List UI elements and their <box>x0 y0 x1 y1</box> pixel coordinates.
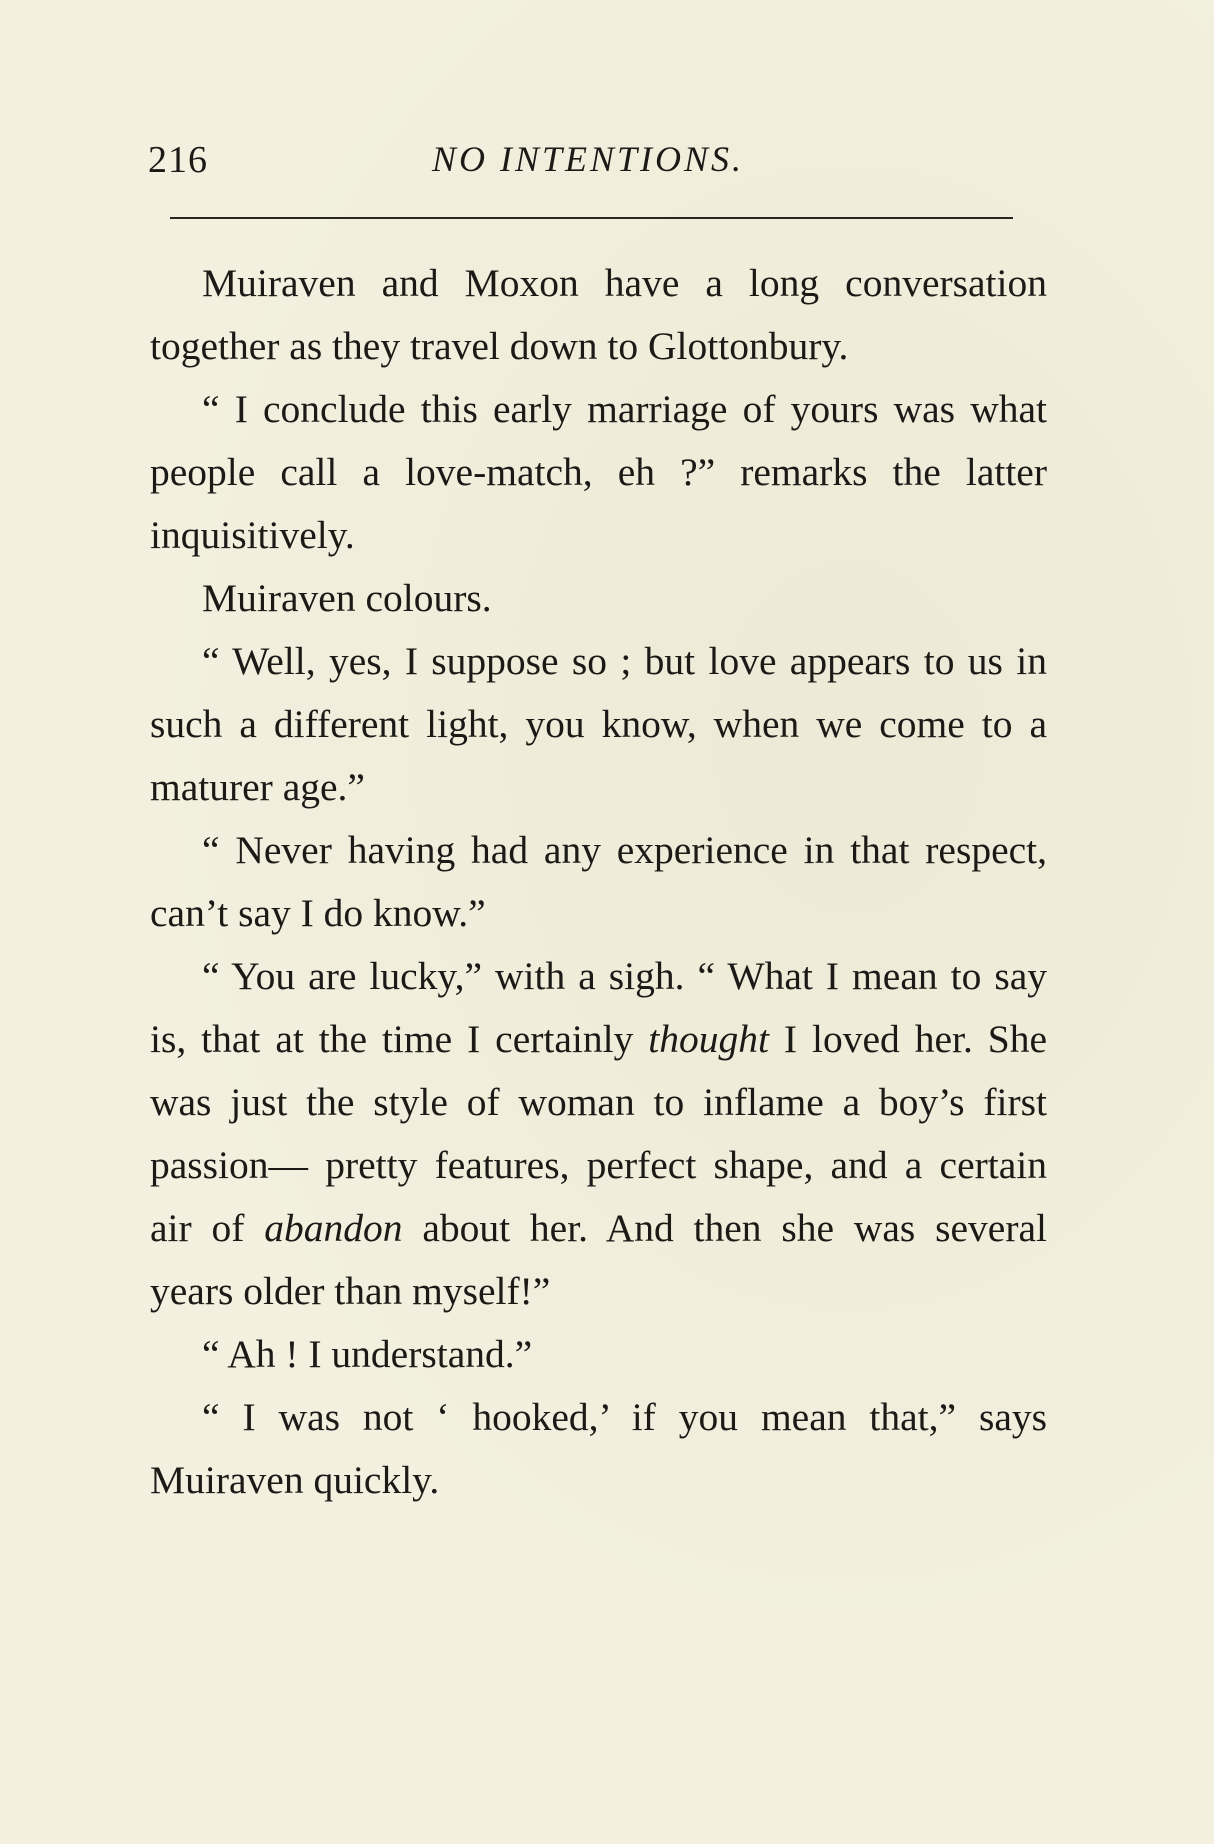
italic-text: abandon <box>264 1206 403 1250</box>
header-rule <box>170 217 1013 219</box>
body-text <box>150 252 1047 1512</box>
paragraph: “ Ah ! I understand.” <box>202 1332 533 1376</box>
paragraph: “ I conclude this early marriage of yours was what people call a love-match, eh ?” remarks the latter inquisitively. <box>150 387 1047 557</box>
paragraph: “ I was not ‘ hooked,’ if you mean that,” says Muiraven quickly. <box>150 1395 1047 1502</box>
page-header <box>148 138 1048 198</box>
paragraph-text: I loved her. She was just the style of woman to inflame a boy’s first passion— pretty features, perfect shape, and a certain air of <box>150 1017 1048 1250</box>
paragraph: Muiraven and Moxon have a long conversation together as they travel down to Glottonbury. <box>150 261 1047 368</box>
paragraph: Muiraven colours. <box>202 576 492 620</box>
running-title: NO INTENTIONS. <box>432 139 745 179</box>
paragraph: “ Never having had any experience in that respect, can’t say I do know.” <box>150 828 1047 935</box>
italic-text: thought <box>648 1017 769 1061</box>
page-number: 216 <box>148 139 208 181</box>
paragraph-text: “ You are lucky,” with a sigh. “ What I mean to say is, that at the time I certainly <box>150 954 1047 1061</box>
paragraph-text: about her. And then she was several years older than myself!” <box>150 1206 1047 1313</box>
paragraph: “ Well, yes, I suppose so ; but love appears to us in such a different light, you know, when we come to a maturer age.” <box>150 639 1047 809</box>
paragraph <box>150 945 1047 1323</box>
